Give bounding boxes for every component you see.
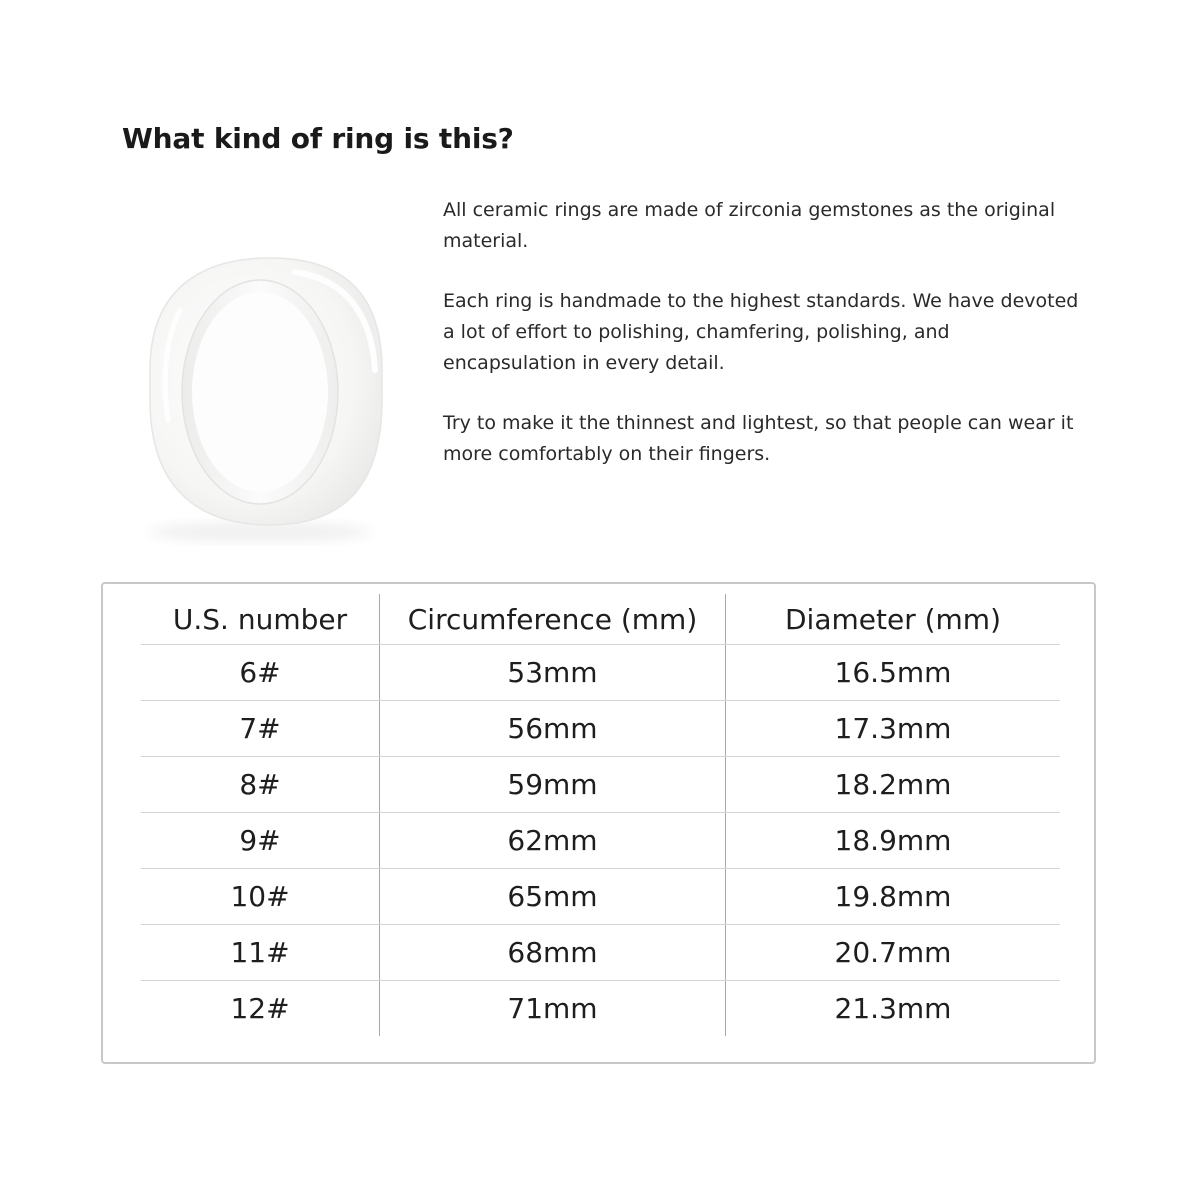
cell-diameter: 20.7mm [726, 925, 1061, 981]
table-row [141, 925, 1060, 981]
table-row [141, 701, 1060, 757]
cell-diameter: 18.9mm [726, 813, 1061, 869]
table-row [141, 869, 1060, 925]
cell-us-number: 7# [141, 701, 380, 757]
page-title: What kind of ring is this? [122, 122, 514, 155]
header-circumference: Circumference (mm) [380, 594, 726, 645]
description-paragraph-material: All ceramic rings are made of zirconia gemstones as the original material. [443, 199, 1056, 252]
cell-us-number: 9# [141, 813, 380, 869]
cell-circumference: 65mm [380, 869, 726, 925]
cell-us-number: 11# [141, 925, 380, 981]
header-us-number: U.S. number [141, 594, 380, 645]
cell-circumference: 68mm [380, 925, 726, 981]
cell-circumference: 62mm [380, 813, 726, 869]
cell-diameter: 19.8mm [726, 869, 1061, 925]
cell-us-number: 10# [141, 869, 380, 925]
description-paragraph-handmade: Each ring is handmade to the highest standards. We have devoted a lot of effort to polishing, chamfering, polishing, and encapsulation in every detail. [443, 290, 1079, 374]
cell-diameter: 18.2mm [726, 757, 1061, 813]
cell-circumference: 71mm [380, 981, 726, 1037]
cell-diameter: 16.5mm [726, 645, 1061, 701]
cell-diameter: 21.3mm [726, 981, 1061, 1037]
cell-us-number: 6# [141, 645, 380, 701]
cell-circumference: 59mm [380, 757, 726, 813]
table-row [141, 645, 1060, 701]
cell-diameter: 17.3mm [726, 701, 1061, 757]
size-table [141, 594, 1060, 1036]
white-ceramic-ring-image [120, 220, 410, 550]
cell-us-number: 12# [230, 992, 290, 1025]
cell-circumference: 53mm [380, 645, 726, 701]
cell-circumference: 56mm [380, 701, 726, 757]
description-block [443, 195, 1083, 499]
size-chart [101, 582, 1096, 1064]
description-paragraph-comfort: Try to make it the thinnest and lightest, so that people can wear it more comfortably on their fingers. [443, 412, 1074, 465]
table-row [141, 981, 1060, 1037]
table-header-row [141, 594, 1060, 645]
table-row [141, 757, 1060, 813]
table-row [141, 813, 1060, 869]
cell-us-number: 8# [141, 757, 380, 813]
header-diameter: Diameter (mm) [726, 594, 1061, 645]
